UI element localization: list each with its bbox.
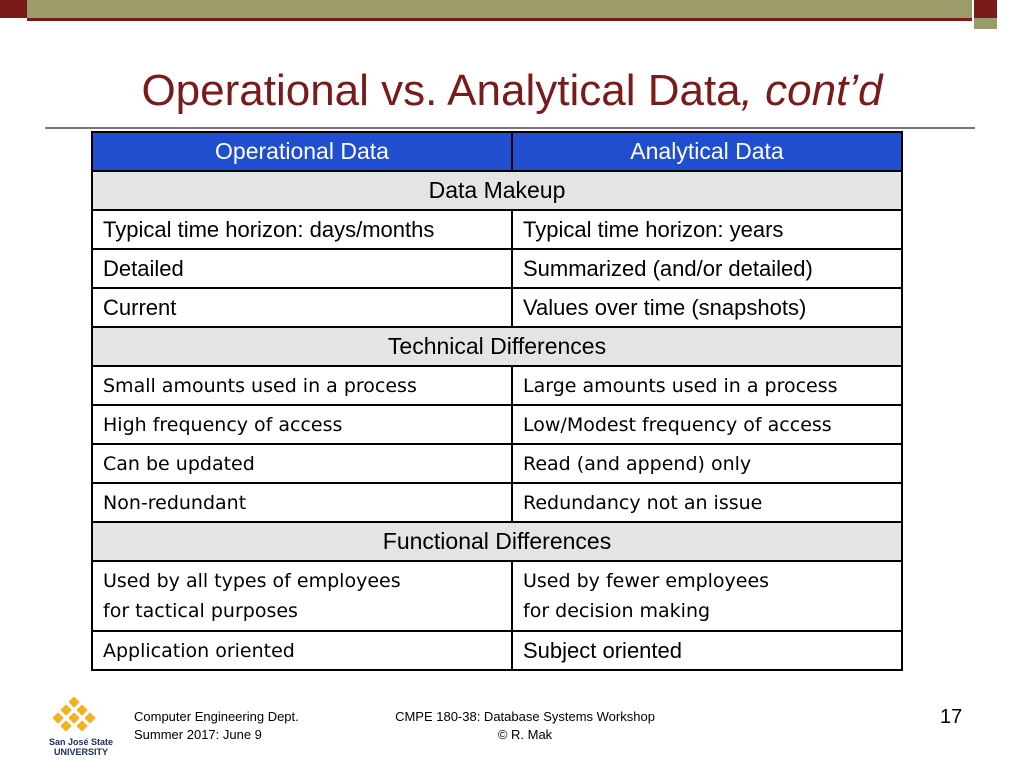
table-row: [92, 210, 902, 249]
cell-operational: High frequency of access: [92, 405, 512, 444]
slide-title: [0, 66, 1024, 116]
footer-dept-line: Computer Engineering Dept.: [134, 709, 299, 724]
cell-analytical: Read (and append) only: [512, 444, 902, 483]
cell-operational: Can be updated: [92, 444, 512, 483]
section-data-makeup: Data Makeup: [92, 171, 902, 210]
cell-analytical: Low/Modest frequency of access: [512, 405, 902, 444]
footer-author-line: © R. Mak: [497, 727, 553, 742]
cell-analytical: Typical time horizon: years: [512, 210, 902, 249]
top-bar-left-cap: [0, 0, 27, 18]
table-row: [92, 444, 902, 483]
slide-title-main: Operational vs. Analytical Data: [141, 66, 741, 115]
title-divider: [45, 127, 975, 129]
header-operational: Operational Data: [92, 132, 512, 171]
sjsu-logo-text: San José State UNIVERSITY: [48, 737, 114, 757]
comparison-table: [91, 131, 903, 671]
footer-course-line: CMPE 180-38: Database Systems Workshop: [395, 709, 655, 724]
cell-analytical: Large amounts used in a process: [512, 366, 902, 405]
cell-analytical: Used by fewer employees for decision making: [512, 561, 902, 631]
top-bar-square-upper: [974, 0, 997, 18]
top-bar-square-lower: [974, 18, 997, 29]
cell-analytical: Summarized (and/or detailed): [512, 249, 902, 288]
section-row: [92, 327, 902, 366]
cell-operational: Typical time horizon: days/months: [92, 210, 512, 249]
table-row: [92, 366, 902, 405]
header-analytical: Analytical Data: [512, 132, 902, 171]
cell-operational: Current: [92, 288, 512, 327]
footer-department: [134, 708, 299, 744]
top-bar: [27, 0, 972, 21]
footer-course: [380, 708, 670, 744]
table-header-row: [92, 132, 902, 171]
cell-analytical: Redundancy not an issue: [512, 483, 902, 522]
table-row: [92, 561, 902, 631]
slide-title-italic: , cont’d: [740, 66, 883, 115]
table-row: [92, 631, 902, 670]
section-technical-differences: Technical Differences: [92, 327, 902, 366]
section-row: [92, 171, 902, 210]
cell-analytical: Subject oriented: [512, 631, 902, 670]
cell-operational: Application oriented: [92, 631, 512, 670]
cell-operational: Non-redundant: [92, 483, 512, 522]
table-row: [92, 405, 902, 444]
section-functional-differences: Functional Differences: [92, 522, 902, 561]
cell-operational: Detailed: [92, 249, 512, 288]
footer-date-line: Summer 2017: June 9: [134, 727, 262, 742]
cell-analytical: Values over time (snapshots): [512, 288, 902, 327]
cell-operational: Used by all types of employees for tactical purposes: [92, 561, 512, 631]
page-number: 17: [940, 706, 963, 728]
cell-operational: Small amounts used in a process: [92, 366, 512, 405]
table-row: [92, 249, 902, 288]
section-row: [92, 522, 902, 561]
table-row: [92, 288, 902, 327]
table-row: [92, 483, 902, 522]
